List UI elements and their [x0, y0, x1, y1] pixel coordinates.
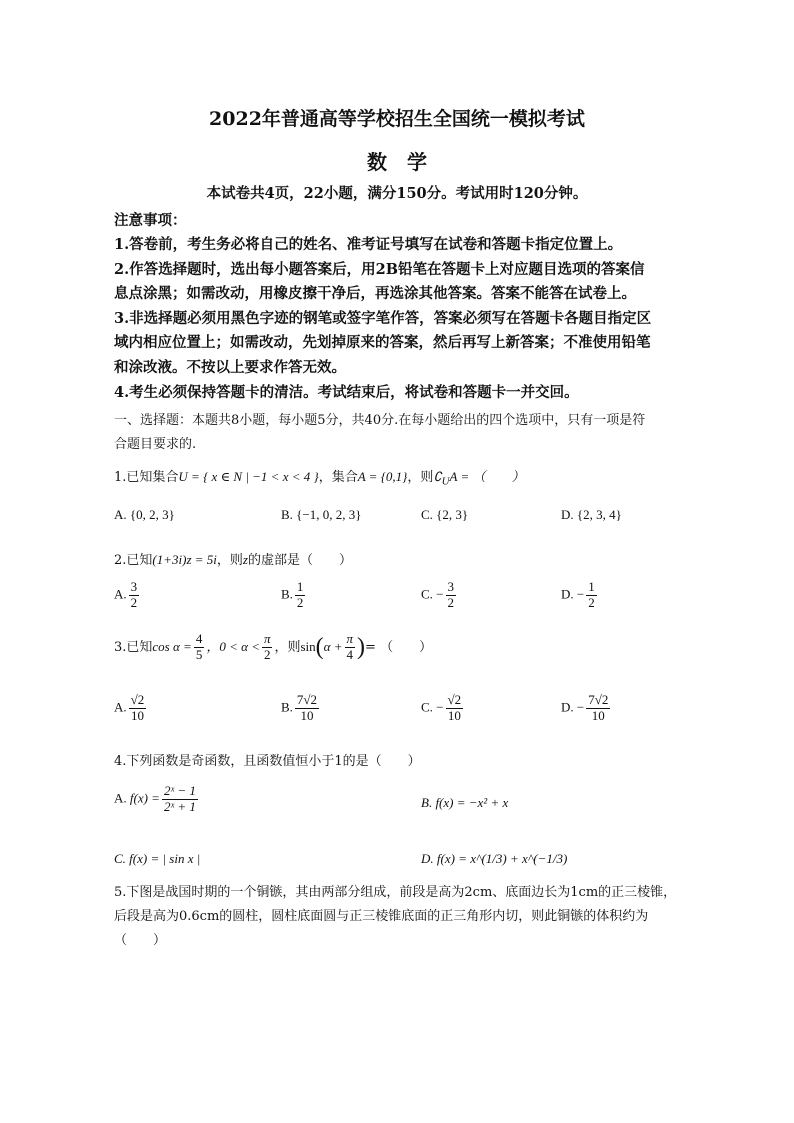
notice-item-2-line-1: 2.作答选择题时，选出每小题答案后，用2B铅笔在答题卡上对应题目选项的答案信 [114, 261, 645, 278]
question-3-stem [114, 632, 432, 663]
q2-expression: (1+3i)z = 5i [152, 552, 217, 567]
q2-prefix: 2.已知 [114, 553, 153, 568]
q4-option-a[interactable] [114, 784, 200, 815]
q1-mid2: ，则 [407, 470, 434, 485]
q3-d-label: D. − [561, 699, 585, 715]
q2-option-b[interactable] [281, 580, 307, 611]
notice-heading: 注意事项： [114, 212, 187, 229]
q3-alpha-plus: α + [323, 638, 343, 654]
q3-b-den: 10 [300, 707, 314, 723]
q4-option-c[interactable]: C. f(x) = | sin x | [114, 851, 201, 866]
section-heading-line-2: 合题目要求的. [114, 437, 197, 452]
notice-item-3-line-1: 3.非选择题必须用黑色字迹的钢笔或签字笔作答，答案必须写在答题卡各题目指定区 [114, 310, 652, 327]
q3-option-b[interactable] [281, 693, 321, 724]
q4-a-label: A. [114, 790, 127, 806]
q3-pi-2: π [346, 631, 354, 646]
q3-c-den: 10 [447, 707, 461, 723]
q3-a-den: 10 [130, 707, 144, 723]
question-2-stem [114, 549, 352, 568]
q3-rparen: ) [357, 633, 366, 660]
q4-a-num: 2ˣ − 1 [163, 783, 196, 798]
q2-d-num: 1 [588, 579, 595, 594]
q3-range: ，0 < α < [206, 638, 260, 654]
q3-cos: cos α = [152, 638, 192, 654]
q3-c-label: C. − [421, 699, 444, 715]
q3-d-den: 10 [591, 707, 605, 723]
complement-symbol: ∁ [433, 469, 442, 484]
question-5-line-2: 后段是高为0.6cm的圆柱，圆柱底面圆与正三棱锥底面的正三角形内切，则此铜镞的体积约为 [114, 909, 649, 924]
question-5-line-1: 5.下图是战国时期的一个铜镞，其由两部分组成，前段是高为2cm、底面边长为1cm的正三棱锥， [114, 885, 677, 900]
q1-prefix: 1.已知集合 [114, 470, 179, 485]
question-4-stem: 4.下列函数是奇函数，且函数值恒小于1的是（ ） [114, 754, 421, 769]
q2-tail: 的虚部是（ ） [247, 553, 352, 568]
q1-mid: ，集合 [318, 470, 358, 485]
q1-tail: A = （ ） [449, 469, 525, 484]
q3-cos-den: 5 [195, 646, 203, 662]
q3-b-label: B. [281, 699, 293, 715]
notice-item-3-line-2: 域内相应位置上；如需改动，先划掉原来的答案，然后再写上新答案；不准使用铅笔 [114, 334, 651, 351]
notice-item-1: 1.答卷前，考生务必将自己的姓名、准考证号填写在试卷和答题卡指定位置上。 [114, 236, 623, 253]
q3-lparen: ( [315, 633, 324, 660]
q3-c-num: √2 [447, 692, 462, 707]
q1-option-d[interactable]: D. {2, 3, 4} [561, 507, 622, 522]
q1-option-a[interactable]: A. {0, 2, 3} [114, 507, 175, 522]
q3-option-a[interactable] [114, 693, 148, 724]
q3-option-c[interactable] [421, 693, 465, 724]
q3-d-num: 7√2 [588, 692, 609, 707]
q4-option-b[interactable]: B. f(x) = −x² + x [421, 795, 509, 810]
q2-c-num: 3 [447, 579, 455, 594]
q1-option-c[interactable]: C. {2, 3} [421, 507, 469, 522]
exam-title: 2022年普通高等学校招生全国统一模拟考试 [209, 108, 585, 130]
q2-variable: z [242, 552, 248, 567]
q3-sin: sin [300, 638, 316, 654]
complement-subscript: U [441, 475, 450, 488]
q3-option-d[interactable] [561, 693, 612, 724]
q4-a-den: 2ˣ + 1 [163, 798, 196, 814]
q2-d-label: D. − [561, 586, 585, 602]
q2-option-c[interactable] [421, 580, 458, 611]
section-heading-line-1: 一、选择题：本题共8小题，每小题5分，共40分.在每小题给出的四个选项中，只有一项是符 [114, 413, 646, 428]
q3-then: ，则 [274, 639, 301, 655]
q4-a-lhs: f(x) = [129, 790, 160, 806]
q3-prefix: 3.已知 [114, 639, 153, 655]
q3-a-label: A. [114, 699, 127, 715]
q2-a-num: 3 [130, 579, 138, 594]
q2-c-label: C. − [421, 586, 444, 602]
q4-option-d[interactable]: D. f(x) = x^(1/3) + x^(−1/3) [421, 851, 568, 866]
q2-b-label: B. [281, 586, 293, 602]
q2-b-den: 2 [296, 594, 304, 610]
q2-a-label: A. [114, 586, 127, 602]
q2-a-den: 2 [130, 594, 138, 610]
q1-set-u: U = { x ∈ N | −1 < x < 4 } [178, 469, 319, 484]
question-5-line-3: （ ） [114, 933, 167, 948]
q3-four: 4 [346, 646, 354, 662]
q1-set-a: A = {0,1} [357, 469, 408, 484]
q1-option-b[interactable]: B. {−1, 0, 2, 3} [281, 507, 362, 522]
q3-b-num: 7√2 [296, 692, 318, 707]
q2-mid: ，则 [216, 553, 243, 568]
notice-item-2-line-2: 息点涂黑；如需改动，用橡皮擦干净后，再选涂其他答案。答案不能答在试卷上。 [114, 285, 636, 302]
notice-item-4: 4.考生必须保持答题卡的清洁。考试结束后，将试卷和答题卡一并交回。 [114, 384, 579, 401]
subject-title: 数 学 [367, 150, 427, 174]
q3-cos-num: 4 [195, 631, 203, 646]
q3-pi: π [263, 631, 271, 646]
q2-option-d[interactable] [561, 580, 599, 611]
q3-tail: = （ ） [365, 639, 433, 655]
q2-option-a[interactable] [114, 580, 141, 611]
q3-two: 2 [263, 646, 271, 662]
q2-d-den: 2 [588, 594, 595, 610]
notice-item-3-line-3: 和涂改液。不按以上要求作答无效。 [114, 359, 346, 376]
q2-b-num: 1 [296, 579, 304, 594]
q3-a-num: √2 [130, 692, 145, 707]
exam-meta: 本试卷共4页，22小题，满分150分。考试用时120分钟。 [206, 185, 588, 202]
question-1-stem [114, 466, 524, 488]
q2-c-den: 2 [447, 594, 455, 610]
